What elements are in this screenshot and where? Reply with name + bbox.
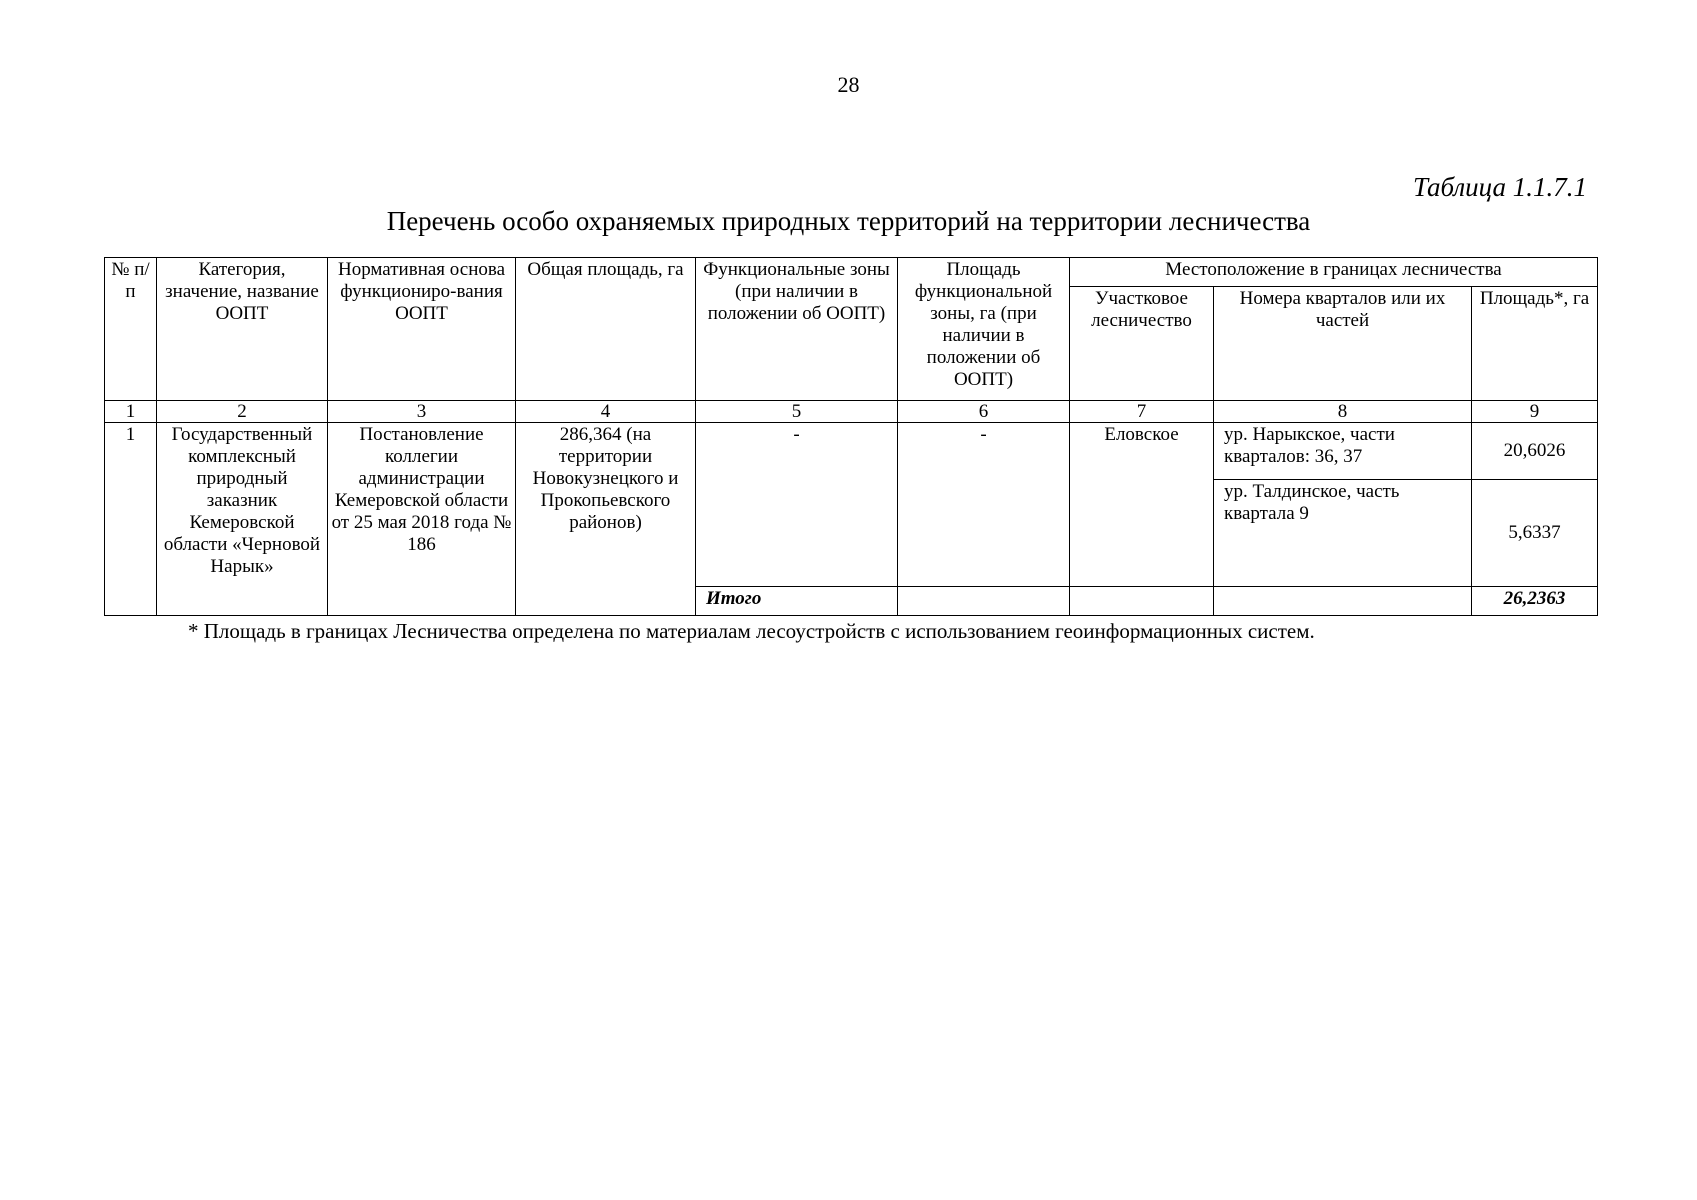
row-quarters-2: ур. Талдинское, часть квартала 9 <box>1214 480 1472 587</box>
header-forestry: Участковое лесничество <box>1070 287 1214 401</box>
column-number: 7 <box>1070 401 1214 423</box>
row-basis: Постановление коллегии администрации Кемеровской области от 25 мая 2018 года № 186 <box>328 423 516 616</box>
row-zone-area: - <box>898 423 1070 587</box>
column-number-row <box>105 401 1598 423</box>
column-number: 5 <box>696 401 898 423</box>
page-number: 28 <box>837 72 860 97</box>
column-number: 9 <box>1472 401 1598 423</box>
table-row <box>105 423 1598 480</box>
row-category: Государственный комплексный природный заказник Кемеровской области «Черновой Нарык» <box>157 423 328 616</box>
column-number: 6 <box>898 401 1070 423</box>
total-empty-cell <box>1070 587 1214 616</box>
protected-areas-table <box>104 257 1598 616</box>
header-quarters: Номера кварталов или их частей <box>1214 287 1472 401</box>
row-zones: - <box>696 423 898 587</box>
total-empty-cell <box>898 587 1070 616</box>
row-total-area: 286,364 (на территории Новокузнецкого и Прокопьевского районов) <box>516 423 696 616</box>
header-num: № п/п <box>105 258 157 401</box>
header-area: Площадь*, га <box>1472 287 1598 401</box>
header-row-1 <box>105 258 1598 287</box>
row-number: 1 <box>105 423 157 616</box>
total-empty-cell <box>1214 587 1472 616</box>
header-zones: Функциональные зоны (при наличии в положении об ООПТ) <box>696 258 898 401</box>
row-area-2: 5,6337 <box>1472 480 1598 587</box>
header-location-group: Местоположение в границах лесничества <box>1070 258 1598 287</box>
column-number: 2 <box>157 401 328 423</box>
row-quarters-1: ур. Нарыкское, части кварталов: 36, 37 <box>1214 423 1472 480</box>
row-forestry: Еловское <box>1070 423 1214 587</box>
column-number: 4 <box>516 401 696 423</box>
table-title: Перечень особо охраняемых природных территорий на территории лесничества <box>386 206 1311 236</box>
column-number: 8 <box>1214 401 1472 423</box>
table-label: Таблица 1.1.7.1 <box>1412 172 1587 202</box>
header-basis: Нормативная основа функциониро-вания ООПТ <box>328 258 516 401</box>
header-zone-area: Площадь функциональной зоны, га (при наличии в положении об ООПТ) <box>898 258 1070 401</box>
total-value: 26,2363 <box>1472 587 1598 616</box>
column-number: 1 <box>105 401 157 423</box>
footnote: * Площадь в границах Лесничества определена по материалам лесоустройств с использованием геоинформационных систем. <box>188 619 1315 643</box>
total-label: Итого <box>696 587 898 616</box>
header-category: Категория, значение, название ООПТ <box>157 258 328 401</box>
row-area-1: 20,6026 <box>1472 423 1598 480</box>
header-total-area: Общая площадь, га <box>516 258 696 401</box>
column-number: 3 <box>328 401 516 423</box>
